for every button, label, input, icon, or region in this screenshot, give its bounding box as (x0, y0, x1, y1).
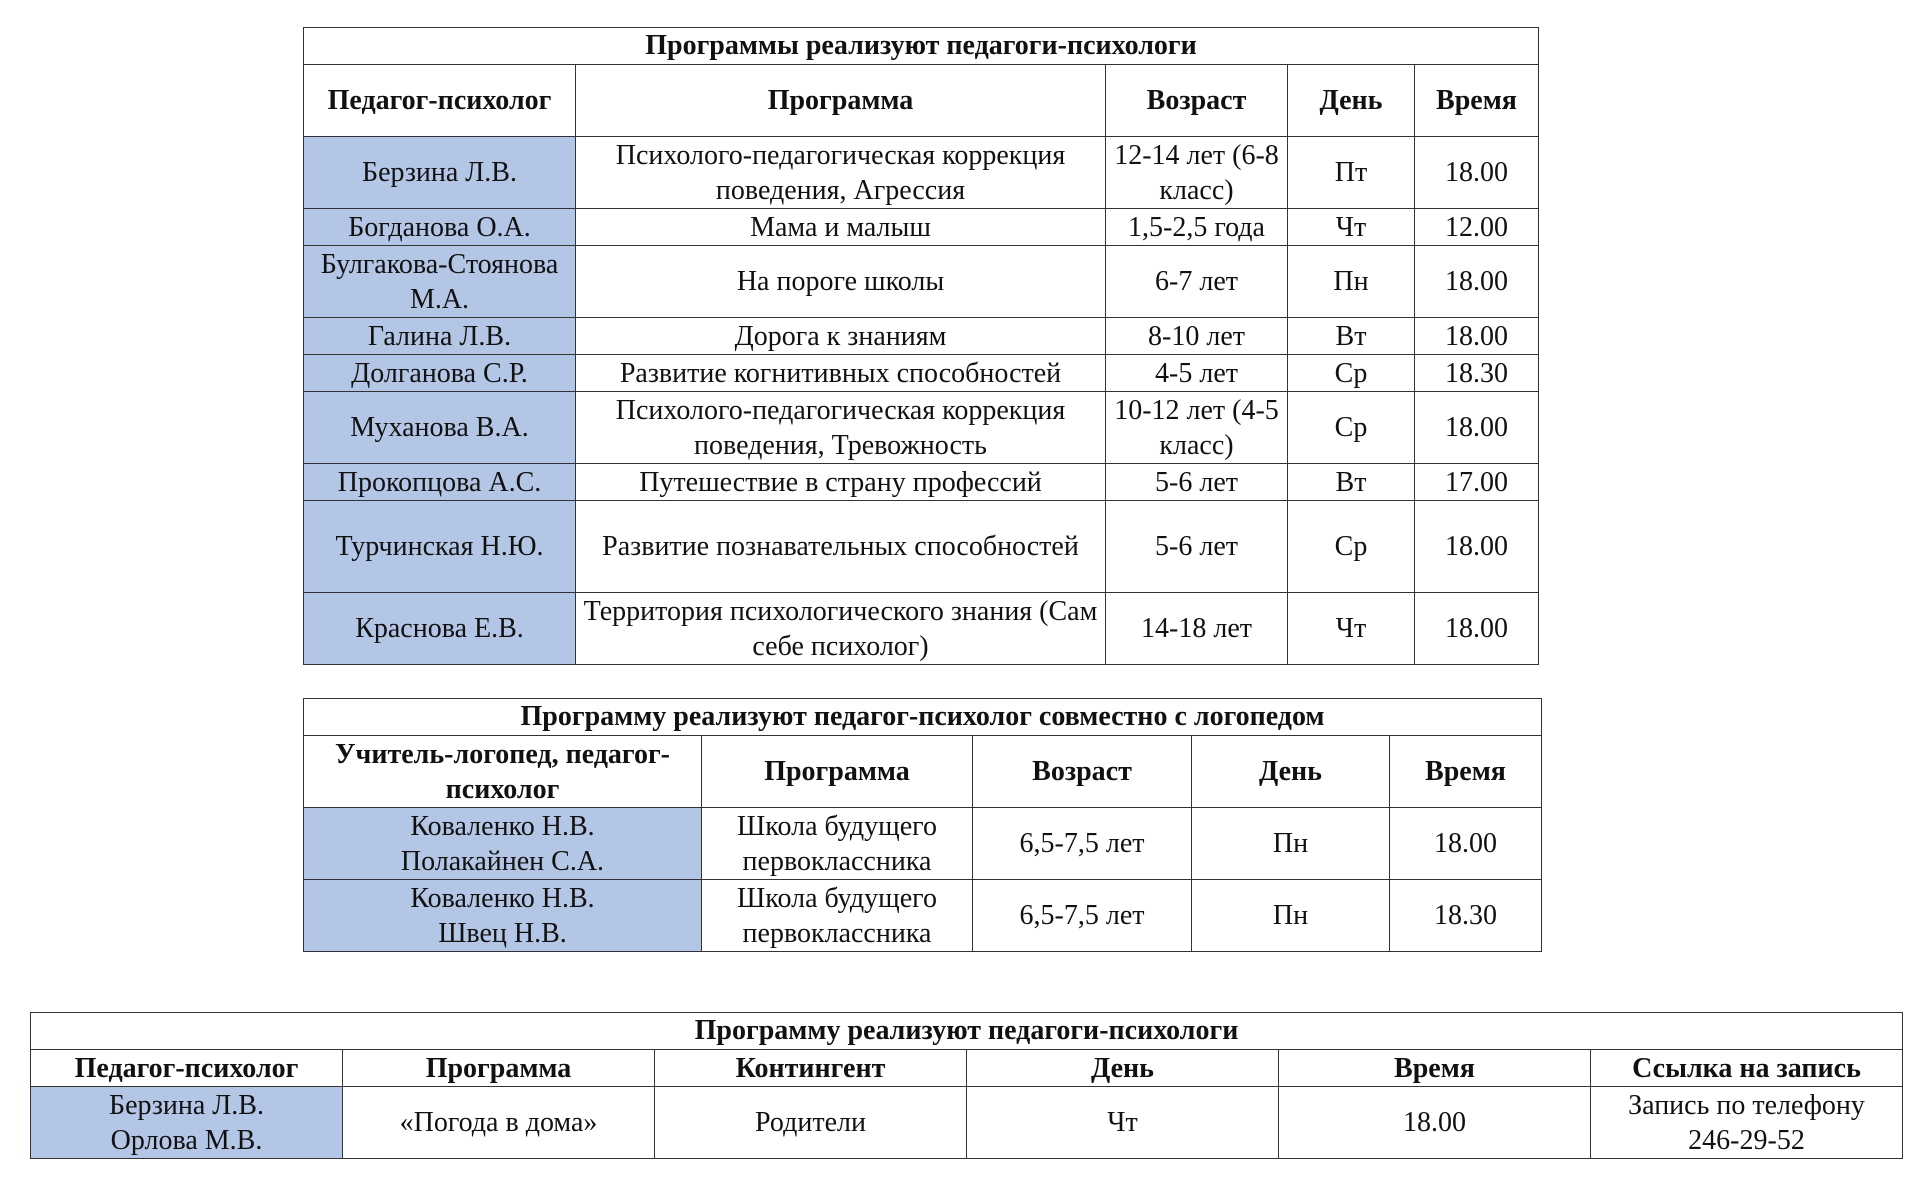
column-header: Возраст (973, 736, 1192, 808)
start-time: 18.00 (1415, 246, 1539, 318)
column-header: Ссылка на запись (1591, 1050, 1903, 1087)
column-header: Педагог-психолог (31, 1050, 343, 1087)
table-title: Программу реализуют педагоги-психологи (31, 1013, 1903, 1050)
table-row (304, 246, 1539, 318)
program-name: Психолого-педагогическая коррекция поведения, Агрессия (576, 137, 1106, 209)
start-time: 18.00 (1390, 808, 1542, 880)
column-header: День (1192, 736, 1390, 808)
table-row (304, 464, 1539, 501)
weekday: Пн (1288, 246, 1415, 318)
column-header: Время (1279, 1050, 1591, 1087)
age-range: 5-6 лет (1106, 464, 1288, 501)
program-name: На пороге школы (576, 246, 1106, 318)
speech-therapist-schedule-table (303, 698, 1542, 952)
specialist-name: Коваленко Н.В. (410, 810, 595, 842)
start-time: 18.00 (1415, 593, 1539, 665)
start-time: 18.00 (1415, 318, 1539, 355)
table-title: Программы реализуют педагоги-психологи (304, 28, 1539, 65)
table-row (304, 318, 1539, 355)
signup-info (1591, 1087, 1903, 1159)
table-row (304, 808, 1542, 880)
specialist-names (304, 808, 702, 880)
psychologist-name: Богданова О.А. (304, 209, 576, 246)
contingent: Родители (655, 1087, 967, 1159)
age-range: 12-14 лет (6-8 класс) (1106, 137, 1288, 209)
age-range: 8-10 лет (1106, 318, 1288, 355)
table-row (304, 880, 1542, 952)
column-header: Время (1390, 736, 1542, 808)
weekday: Ср (1288, 355, 1415, 392)
phone-number[interactable]: 246-29-52 (1688, 1124, 1805, 1156)
specialist-names (304, 880, 702, 952)
specialist-name: Швец Н.В. (438, 917, 567, 949)
psychologists-schedule-table (303, 27, 1539, 665)
psychologist-name: Долганова С.Р. (304, 355, 576, 392)
age-range: 6,5-7,5 лет (973, 808, 1192, 880)
psychologist-name: Прокопцова А.С. (304, 464, 576, 501)
specialist-name: Коваленко Н.В. (410, 882, 595, 914)
program-name: Развитие когнитивных способностей (576, 355, 1106, 392)
column-header: Программа (702, 736, 973, 808)
table-row (304, 209, 1539, 246)
age-range: 10-12 лет (4-5 класс) (1106, 392, 1288, 464)
weekday: Вт (1288, 464, 1415, 501)
table-row (304, 593, 1539, 665)
table-row (304, 501, 1539, 593)
specialist-name: Полакайнен С.А. (400, 845, 605, 877)
program-name: Территория психологического знания (Сам себе психолог) (576, 593, 1106, 665)
start-time: 18.00 (1415, 392, 1539, 464)
table-row (304, 137, 1539, 209)
weekday: Чт (1288, 209, 1415, 246)
parents-program-table (30, 1012, 1903, 1159)
psychologist-name: Булгакова-Стоянова М.А. (304, 246, 576, 318)
start-time: 18.00 (1415, 501, 1539, 593)
column-header: Программа (576, 65, 1106, 137)
start-time: 18.30 (1390, 880, 1542, 952)
column-header: Педагог-психолог (304, 65, 576, 137)
weekday: Ср (1288, 392, 1415, 464)
program-name: Развитие познавательных способностей (576, 501, 1106, 593)
column-header: День (967, 1050, 1279, 1087)
psychologist-name: Берзина Л.В. (109, 1089, 264, 1121)
weekday: Ср (1288, 501, 1415, 593)
start-time: 18.00 (1279, 1087, 1591, 1159)
column-header: Программа (343, 1050, 655, 1087)
program-name: Дорога к знаниям (576, 318, 1106, 355)
table-row (304, 392, 1539, 464)
weekday: Пн (1192, 880, 1390, 952)
start-time: 18.30 (1415, 355, 1539, 392)
weekday: Чт (1288, 593, 1415, 665)
start-time: 18.00 (1415, 137, 1539, 209)
age-range: 6,5-7,5 лет (973, 880, 1192, 952)
program-name: Мама и малыш (576, 209, 1106, 246)
age-range: 4-5 лет (1106, 355, 1288, 392)
table-row (304, 355, 1539, 392)
program-name: Школа будущего первоклассника (702, 808, 973, 880)
column-header: День (1288, 65, 1415, 137)
column-header: Учитель-логопед, педагог-психолог (304, 736, 702, 808)
psychologist-name: Краснова Е.В. (304, 593, 576, 665)
program-name: Школа будущего первоклассника (702, 880, 973, 952)
program-name: Путешествие в страну профессий (576, 464, 1106, 501)
weekday: Вт (1288, 318, 1415, 355)
weekday: Пт (1288, 137, 1415, 209)
age-range: 14-18 лет (1106, 593, 1288, 665)
program-name: «Погода в дома» (343, 1087, 655, 1159)
table-row (31, 1087, 1903, 1159)
psychologist-name: Берзина Л.В. (304, 137, 576, 209)
weekday: Чт (967, 1087, 1279, 1159)
table-title: Программу реализуют педагог-психолог совместно с логопедом (304, 699, 1542, 736)
weekday: Пн (1192, 808, 1390, 880)
age-range: 5-6 лет (1106, 501, 1288, 593)
psychologist-name: Турчинская Н.Ю. (304, 501, 576, 593)
psychologist-names (31, 1087, 343, 1159)
start-time: 12.00 (1415, 209, 1539, 246)
psychologist-name: Галина Л.В. (304, 318, 576, 355)
column-header: Возраст (1106, 65, 1288, 137)
signup-text: Запись по телефону (1628, 1089, 1865, 1121)
age-range: 1,5-2,5 года (1106, 209, 1288, 246)
start-time: 17.00 (1415, 464, 1539, 501)
psychologist-name: Орлова М.В. (110, 1124, 263, 1156)
column-header: Контингент (655, 1050, 967, 1087)
age-range: 6-7 лет (1106, 246, 1288, 318)
psychologist-name: Муханова В.А. (304, 392, 576, 464)
column-header: Время (1415, 65, 1539, 137)
program-name: Психолого-педагогическая коррекция поведения, Тревожность (576, 392, 1106, 464)
